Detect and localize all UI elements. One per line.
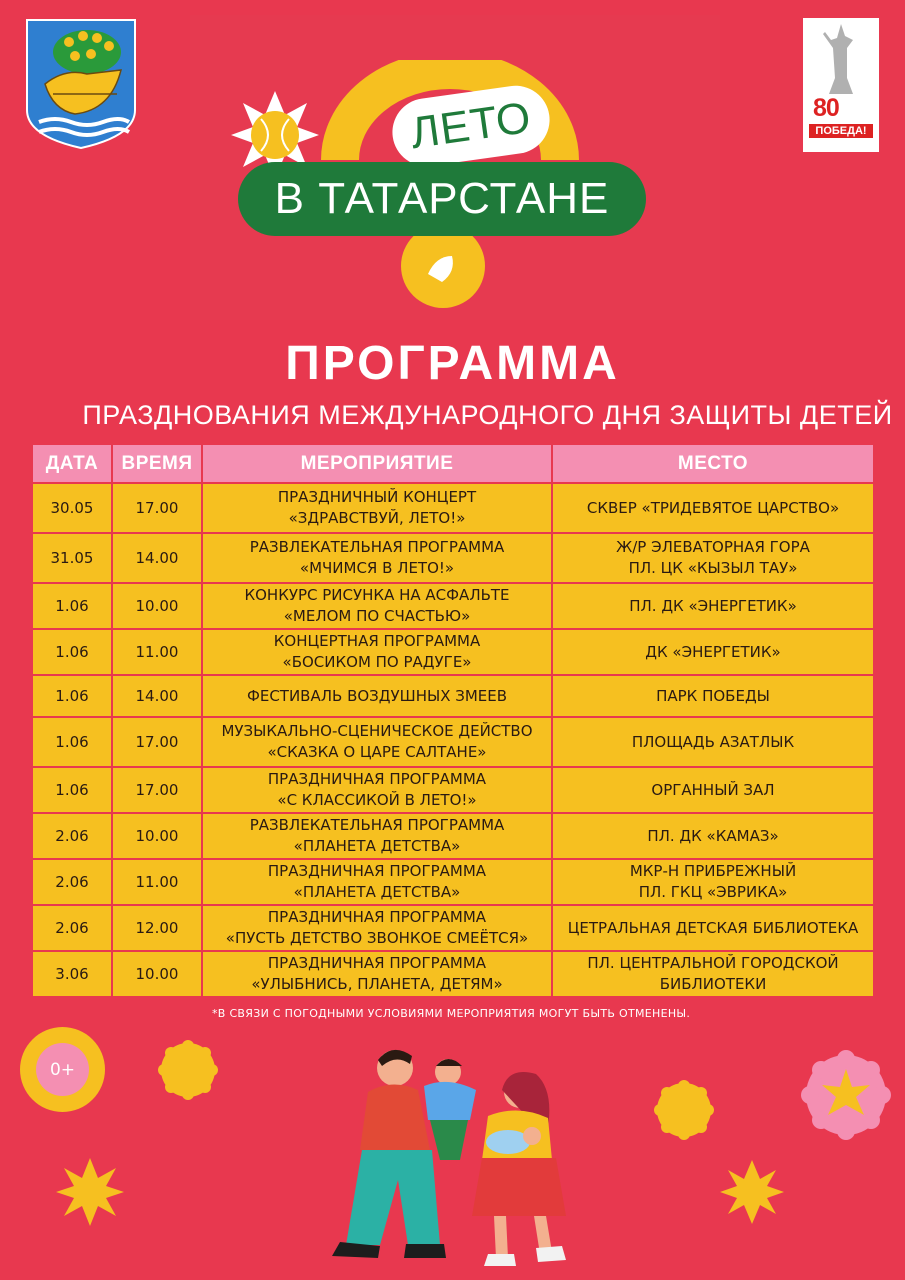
cell-place-line: ПЛ. ГКЦ «ЭВРИКА»	[638, 883, 788, 901]
cell-event	[202, 905, 552, 951]
logo-line1: ЛЕТО	[407, 92, 535, 159]
cell-place-line: БИБЛИОТЕКИ	[659, 975, 767, 993]
cell-place-line: ЦЕТРАЛЬНАЯ ДЕТСКАЯ БИБЛИОТЕКА	[567, 918, 859, 937]
table-row	[32, 629, 874, 675]
cell-event	[202, 675, 552, 717]
cell-place-line: ПЛ. ЦЕНТРАЛЬНОЙ ГОРОДСКОЙ	[587, 954, 839, 972]
cell-date: 30.05	[32, 483, 112, 533]
badge-number: 80	[813, 94, 839, 122]
page-title: ПРОГРАММА	[285, 337, 620, 390]
cell-date: 1.06	[32, 583, 112, 629]
table-row	[32, 675, 874, 717]
cell-place-line: Ж/Р ЭЛЕВАТОРНАЯ ГОРА	[616, 538, 810, 556]
age-rating: 0+	[36, 1043, 89, 1096]
table-row	[32, 533, 874, 583]
table-row	[32, 859, 874, 905]
cell-event-line: «ПУСТЬ ДЕТСТВО ЗВОНКОЕ СМЕЁТСЯ»	[225, 929, 529, 947]
table-header-row	[32, 444, 874, 483]
table-row	[32, 717, 874, 767]
cell-event-line: «МЧИМСЯ В ЛЕТО!»	[299, 559, 455, 577]
cell-event-line: «УЛЫБНИСЬ, ПЛАНЕТА, ДЕТЯМ»	[251, 975, 503, 993]
star-decoration	[720, 1160, 784, 1224]
cell-event-line: КОНЦЕРТНАЯ ПРОГРАММА	[273, 632, 481, 650]
cell-event-line: ПРАЗДНИЧНАЯ ПРОГРАММА	[267, 770, 487, 788]
cell-date: 3.06	[32, 951, 112, 997]
cell-event-line: «БОСИКОМ ПО РАДУГЕ»	[282, 653, 472, 671]
cell-place-line: ПАРК ПОБЕДЫ	[656, 686, 770, 705]
program-table	[31, 443, 875, 998]
cell-time: 17.00	[112, 767, 202, 813]
cell-event-line: ПРАЗДНИЧНАЯ ПРОГРАММА	[267, 862, 487, 880]
cell-date: 1.06	[32, 717, 112, 767]
cell-place-line: СКВЕР «ТРИДЕВЯТОЕ ЦАРСТВО»	[586, 498, 840, 517]
table-row	[32, 951, 874, 997]
star-decoration	[56, 1158, 124, 1226]
cell-place-line: МКР-Н ПРИБРЕЖНЫЙ	[629, 862, 797, 880]
family-illustration	[332, 1050, 566, 1266]
cell-event-line: РАЗВЛЕКАТЕЛЬНАЯ ПРОГРАММА	[249, 816, 505, 834]
cell-time: 11.00	[112, 859, 202, 905]
cell-place-line: ПЛОЩАДЬ АЗАТЛЫК	[631, 732, 795, 751]
cell-time: 14.00	[112, 675, 202, 717]
cell-event-line: ПРАЗДНИЧНАЯ ПРОГРАММА	[267, 954, 487, 972]
table-row	[32, 905, 874, 951]
cell-time: 17.00	[112, 483, 202, 533]
cell-event	[202, 813, 552, 859]
cell-place-line: ПЛ. ЦК «КЫЗЫЛ ТАУ»	[628, 559, 798, 577]
cell-date: 1.06	[32, 629, 112, 675]
cell-time: 12.00	[112, 905, 202, 951]
table-row	[32, 813, 874, 859]
logo-line2: В ТАТАРСТАНЕ	[274, 174, 610, 223]
cell-event-line: «ПЛАНЕТА ДЕТСТВА»	[293, 883, 461, 901]
cell-place	[552, 583, 874, 629]
cell-date: 2.06	[32, 859, 112, 905]
cell-event	[202, 951, 552, 997]
cell-event-line: «ЗДРАВСТВУЙ, ЛЕТО!»	[288, 509, 466, 527]
logo-tatarstan-badge	[238, 162, 646, 236]
cell-event	[202, 767, 552, 813]
cell-time: 14.00	[112, 533, 202, 583]
cell-place	[552, 717, 874, 767]
cell-event-line: МУЗЫКАЛЬНО-СЦЕНИЧЕСКОЕ ДЕЙСТВО	[221, 722, 533, 740]
table-row	[32, 767, 874, 813]
bottom-decorations	[0, 1020, 905, 1280]
cell-place	[552, 675, 874, 717]
page-subtitle: ПРАЗДНОВАНИЯ МЕЖДУНАРОДНОГО ДНЯ ЗАЩИТЫ ДЕТЕЙ	[82, 400, 893, 430]
cell-event	[202, 717, 552, 767]
cell-time: 10.00	[112, 583, 202, 629]
cell-date: 2.06	[32, 905, 112, 951]
monument-icon	[803, 18, 879, 98]
cell-place	[552, 767, 874, 813]
cell-place	[552, 859, 874, 905]
cell-event-line: ПРАЗДНИЧНАЯ ПРОГРАММА	[267, 908, 487, 926]
city-coat-of-arms	[25, 18, 137, 150]
cell-event-line: РАЗВЛЕКАТЕЛЬНАЯ ПРОГРАММА	[249, 538, 505, 556]
cell-place	[552, 905, 874, 951]
header-date: ДАТА	[32, 444, 112, 483]
pink-flower-decoration	[801, 1050, 891, 1140]
cell-event-line: КОНКУРС РИСУНКА НА АСФАЛЬТЕ	[244, 586, 510, 604]
cell-time: 10.00	[112, 951, 202, 997]
cell-place	[552, 533, 874, 583]
cell-event-line: «ПЛАНЕТА ДЕТСТВА»	[293, 837, 461, 855]
cell-place-line: ОРГАННЫЙ ЗАЛ	[651, 780, 775, 799]
header-time: ВРЕМЯ	[112, 444, 202, 483]
cell-date: 31.05	[32, 533, 112, 583]
cell-event	[202, 483, 552, 533]
victory-80-badge	[803, 18, 879, 152]
table-row	[32, 483, 874, 533]
cell-time: 11.00	[112, 629, 202, 675]
cell-time: 17.00	[112, 717, 202, 767]
cell-place	[552, 813, 874, 859]
cell-event-line: «МЕЛОМ ПО СЧАСТЬЮ»	[283, 607, 471, 625]
cell-event-line: «С КЛАССИКОЙ В ЛЕТО!»	[277, 791, 477, 809]
cell-time: 10.00	[112, 813, 202, 859]
cell-place	[552, 483, 874, 533]
cell-place	[552, 629, 874, 675]
cell-date: 2.06	[32, 813, 112, 859]
cell-event-line: ПРАЗДНИЧНЫЙ КОНЦЕРТ	[277, 488, 477, 506]
cell-place	[552, 951, 874, 997]
cell-event	[202, 583, 552, 629]
cell-event-line: «СКАЗКА О ЦАРЕ САЛТАНЕ»	[267, 743, 487, 761]
cell-event-line: ФЕСТИВАЛЬ ВОЗДУШНЫХ ЗМЕЕВ	[246, 686, 508, 705]
badge-text: ПОБЕДА!	[809, 124, 873, 138]
cell-event	[202, 859, 552, 905]
table-row	[32, 583, 874, 629]
cell-place-line: ДК «ЭНЕРГЕТИК»	[645, 642, 781, 661]
cell-date: 1.06	[32, 675, 112, 717]
flower-decoration	[158, 1040, 218, 1100]
cell-event	[202, 533, 552, 583]
cell-date: 1.06	[32, 767, 112, 813]
weather-note: *В СВЯЗИ С ПОГОДНЫМИ УСЛОВИЯМИ МЕРОПРИЯТИЯ МОГУТ БЫТЬ ОТМЕНЕНЫ.	[212, 1007, 691, 1020]
cell-place-line: ПЛ. ДК «КАМАЗ»	[647, 826, 779, 845]
cell-event	[202, 629, 552, 675]
header-event: МЕРОПРИЯТИЕ	[202, 444, 552, 483]
cell-place-line: ПЛ. ДК «ЭНЕРГЕТИК»	[629, 596, 797, 615]
header-place: МЕСТО	[552, 444, 874, 483]
flower-decoration	[654, 1080, 714, 1140]
